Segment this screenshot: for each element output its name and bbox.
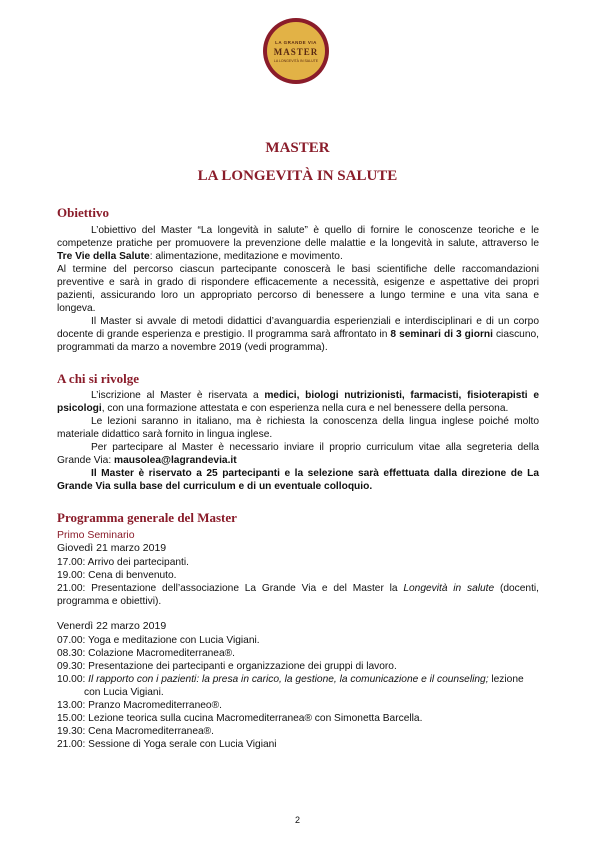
- seminar-title: Primo Seminario: [57, 529, 135, 541]
- master-logo: [263, 18, 329, 84]
- day2-item: 21.00: Sessione di Yoga serale con Lucia Vigiani: [57, 739, 277, 750]
- day2-item4-continuation: con Lucia Vigiani.: [84, 687, 164, 698]
- page-number: 2: [294, 815, 300, 825]
- day1-item: [57, 582, 539, 608]
- email-link[interactable]: mausolea@lagrandevia.it: [114, 455, 237, 466]
- logo-sub-text: LA LONGEVITÀ IN SALUTE: [273, 58, 319, 63]
- day1-item3-italic: Longevità in salute: [403, 583, 495, 594]
- logo-badge: [267, 22, 325, 80]
- day1-item: 17.00: Arrivo dei partecipanti.: [57, 557, 189, 568]
- page-title-line1: MASTER: [265, 140, 330, 156]
- obiettivo-p1-text-a: L’obiettivo del Master “La longevità in salute” è quello di fornire le conoscenze teoriche e le competenze pratiche per promuovere la prevenzione delle malattie e la longevità in salute, attraverso le: [57, 225, 539, 249]
- heading-a-chi-si-rivolge: A chi si rivolge: [57, 371, 139, 386]
- page-title-line2: LA LONGEVITÀ IN SALUTE: [197, 168, 398, 184]
- achi-paragraph-2: Le lezioni saranno in italiano, ma è richiesta la conoscenza della lingua inglese poiché molto materiale didattico sarà fornito in lingua inglese.: [57, 416, 539, 440]
- day2-item: [57, 673, 539, 686]
- obiettivo-p1-text-b: : alimentazione, meditazione e movimento.: [149, 251, 343, 262]
- achi-p1-text-b: , con una formazione attestata e con esperienza nella cura e nel benessere della persona.: [101, 403, 509, 414]
- obiettivo-p1-bold: Tre Vie della Salute: [57, 251, 150, 262]
- day2-item: 15.00: Lezione teorica sulla cucina Macromediterranea® con Simonetta Barcella.: [57, 713, 423, 724]
- obiettivo-paragraph-1: [57, 224, 539, 263]
- obiettivo-p3-text-a: Il Master si avvale di metodi didattici d’avanguardia esperienziali e interdisciplinari e di un corpo docente di grande esperienza e prestigio. Il programma sarà affrontato in: [57, 316, 539, 340]
- day2-item: 09.30: Presentazione dei partecipanti e organizzazione dei gruppi di lavoro.: [57, 661, 397, 672]
- day2-title: Venerdì 22 marzo 2019: [57, 620, 167, 632]
- day2-item4-text-b: lezione: [488, 674, 524, 685]
- obiettivo-p3-text-b: ciascuno, programmati da marzo a novembre 2019 (vedi programma).: [57, 329, 539, 353]
- day2-item: 07.00: Yoga e meditazione con Lucia Vigiani.: [57, 635, 260, 646]
- achi-p3-text-a: Per partecipare al Master è necessario inviare il proprio curriculum vitae alla segreteria della Grande Via:: [57, 442, 539, 466]
- day1-item3-text-a: 21.00: Presentazione dell’associazione La Grande Via e del Master la: [57, 583, 404, 594]
- day1-title: Giovedì 21 marzo 2019: [57, 542, 167, 554]
- logo-top-text: LA GRANDE VIA: [275, 39, 317, 45]
- day2-item: 19.30: Cena Macromediterranea®.: [57, 726, 215, 737]
- achi-paragraph-1: [57, 389, 539, 415]
- obiettivo-paragraph-2: Al termine del percorso ciascun partecipante conoscerà le basi scientifiche delle raccomandazioni preventive e sarà in grado di rispondere efficacemente a necessità, esigenze e aspettative dei propri pazienti, assicurando loro un appropriato percorso di benessere a lungo termine e una vita sana e longeva.: [57, 264, 539, 314]
- day2-item4-italic: Il rapporto con i pazienti: la presa in carico, la gestione, la comunicazione e il counseling;: [88, 674, 489, 685]
- obiettivo-p3-bold: 8 seminari di 3 giorni: [390, 329, 493, 340]
- achi-p1-bold: medici, biologi nutrizionisti, farmacisti, fisioterapisti e psicologi: [57, 390, 539, 414]
- achi-paragraph-3: [57, 441, 539, 467]
- day2-item4-time: 10.00:: [57, 674, 89, 685]
- heading-programma: Programma generale del Master: [57, 510, 237, 525]
- achi-paragraph-4: [57, 467, 539, 493]
- day2-item: 13.00: Pranzo Macromediterraneo®.: [57, 700, 222, 711]
- day1-item: 19.00: Cena di benvenuto.: [57, 570, 177, 581]
- obiettivo-paragraph-3: [57, 315, 539, 354]
- achi-p1-text-a: L’iscrizione al Master è riservata a: [91, 390, 265, 401]
- logo-main-text: MASTER: [273, 46, 319, 57]
- achi-p4-bold: Il Master è riservato a 25 partecipanti e la selezione sarà effettuata dalla direzione de La Grande Via sulla base del curriculum e di un eventuale colloquio.: [57, 468, 539, 492]
- heading-obiettivo: Obiettivo: [57, 205, 109, 220]
- day1-item3-text-b: (docenti, programma e obiettivi).: [57, 583, 540, 607]
- day2-item: 08.30: Colazione Macromediterranea®.: [57, 648, 235, 659]
